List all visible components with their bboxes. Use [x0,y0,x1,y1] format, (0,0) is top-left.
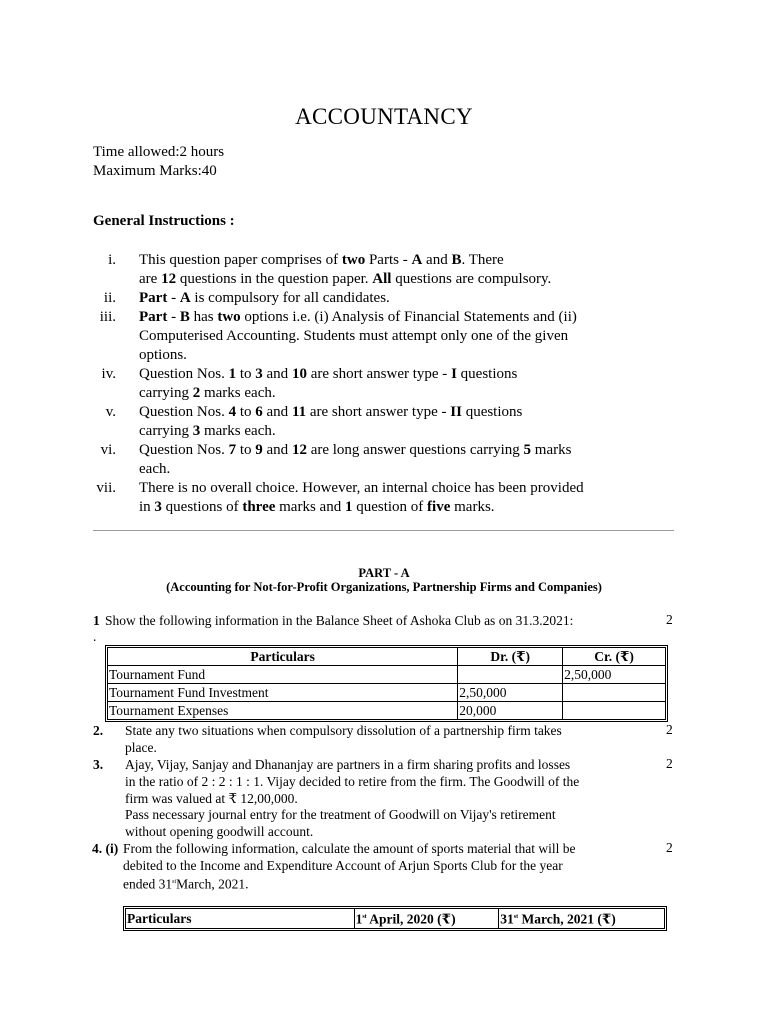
table-cell: 2,50,000 [458,684,563,702]
table-row [108,666,666,684]
table-header-closing-date: 31st March, 2021 (₹) [499,909,665,929]
question-2-number: 2. [93,723,104,738]
table-header-row [126,909,665,929]
instruction-number: iii. [99,309,116,325]
question-1-text: Show the following information in the Balance Sheet of Ashoka Club as on 31.3.2021: [105,613,574,628]
table-cell: Tournament Fund [108,666,458,684]
question-1-marks: 2 [666,612,673,627]
table-header-cr: Cr. (₹) [563,648,666,666]
part-a-subheading: (Accounting for Not-for-Profit Organizations, Partnership Firms and Companies) [166,580,602,594]
table-cell: 2,50,000 [563,666,666,684]
table-header-opening-date: 1st April, 2020 (₹) [354,909,499,929]
question-3-marks: 2 [666,756,673,771]
part-a-heading: PART - A [358,566,410,580]
question-4-line-1: From the following information, calculate the amount of sports material that will be [123,841,576,856]
table-header-dr: Dr. (₹) [458,648,563,666]
question-2-line-1: State any two situations when compulsory dissolution of a partnership firm takes [125,723,562,738]
question-3-line-4: Pass necessary journal entry for the treatment of Goodwill on Vijay's retirement [125,807,556,822]
question-4-table [125,908,665,929]
question-4-line-2: debited to the Income and Expenditure Account of Arjun Sports Club for the year [123,858,563,873]
table-row [108,684,666,702]
table-cell: 20,000 [458,702,563,720]
instruction-number: ii. [103,290,116,306]
page-title: ACCOUNTANCY [295,104,473,129]
question-4-marks: 2 [666,840,673,855]
question-4-number: 4. (i) [92,841,119,856]
question-3-line-3: firm was valued at ₹ 12,00,000. [125,791,298,806]
table-row [108,702,666,720]
instruction-number: vii. [96,480,116,496]
instruction-number: iv. [101,366,116,382]
table-cell: Tournament Fund Investment [108,684,458,702]
instruction-text: Question Nos. 7 to 9 and 12 are long answer questions carrying 5 marks each. [139,442,572,477]
table-cell [563,684,666,702]
section-divider [93,530,674,531]
question-3-line-1: Ajay, Vijay, Sanjay and Dhananjay are partners in a firm sharing profits and losses [125,757,571,772]
question-3-line-2: in the ratio of 2 : 2 : 1 : 1. Vijay decided to retire from the firm. The Goodwill of the [125,774,580,789]
question-1-table [107,647,666,720]
instruction-number: vi. [100,442,116,458]
table-cell [458,666,563,684]
question-2-marks: 2 [666,722,673,737]
table-header-particulars: Particulars [126,909,355,929]
table-cell: Tournament Expenses [108,702,458,720]
table-header-row [108,648,666,666]
instruction-text: Question Nos. 1 to 3 and 10 are short answer type - I questions carrying 2 marks each. [139,366,518,401]
instruction-text: Part - A is compulsory for all candidates. [139,290,390,306]
question-3-line-5: without opening goodwill account. [125,824,314,839]
question-4-line-3: ended 31stMarch, 2021. [123,876,249,892]
question-2-line-2: place. [125,740,157,755]
instruction-number: i. [108,252,116,268]
maximum-marks: Maximum Marks:40 [93,163,217,179]
instruction-text: Part - B has two options i.e. (i) Analysis of Financial Statements and (ii) Computerised Accounting. Students must attempt only one of the given options. [139,309,577,363]
question-1-dot: . [93,629,97,644]
instruction-text: There is no overall choice. However, an internal choice has been provided in 3 questions of three marks and 1 question of five marks. [139,480,584,515]
instruction-number: v. [105,404,116,420]
table-cell [563,702,666,720]
instruction-text: Question Nos. 4 to 6 and 11 are short answer type - II questions carrying 3 marks each. [139,404,523,439]
general-instructions-heading: General Instructions : [93,213,235,229]
question-3-number: 3. [93,757,104,772]
instruction-text: This question paper comprises of two Parts - A and B. There are 12 questions in the question paper. All questions are compulsory. [139,252,552,287]
time-allowed: Time allowed:2 hours [93,144,225,160]
question-1-number: 1 [93,613,100,628]
table-header-particulars: Particulars [108,648,458,666]
